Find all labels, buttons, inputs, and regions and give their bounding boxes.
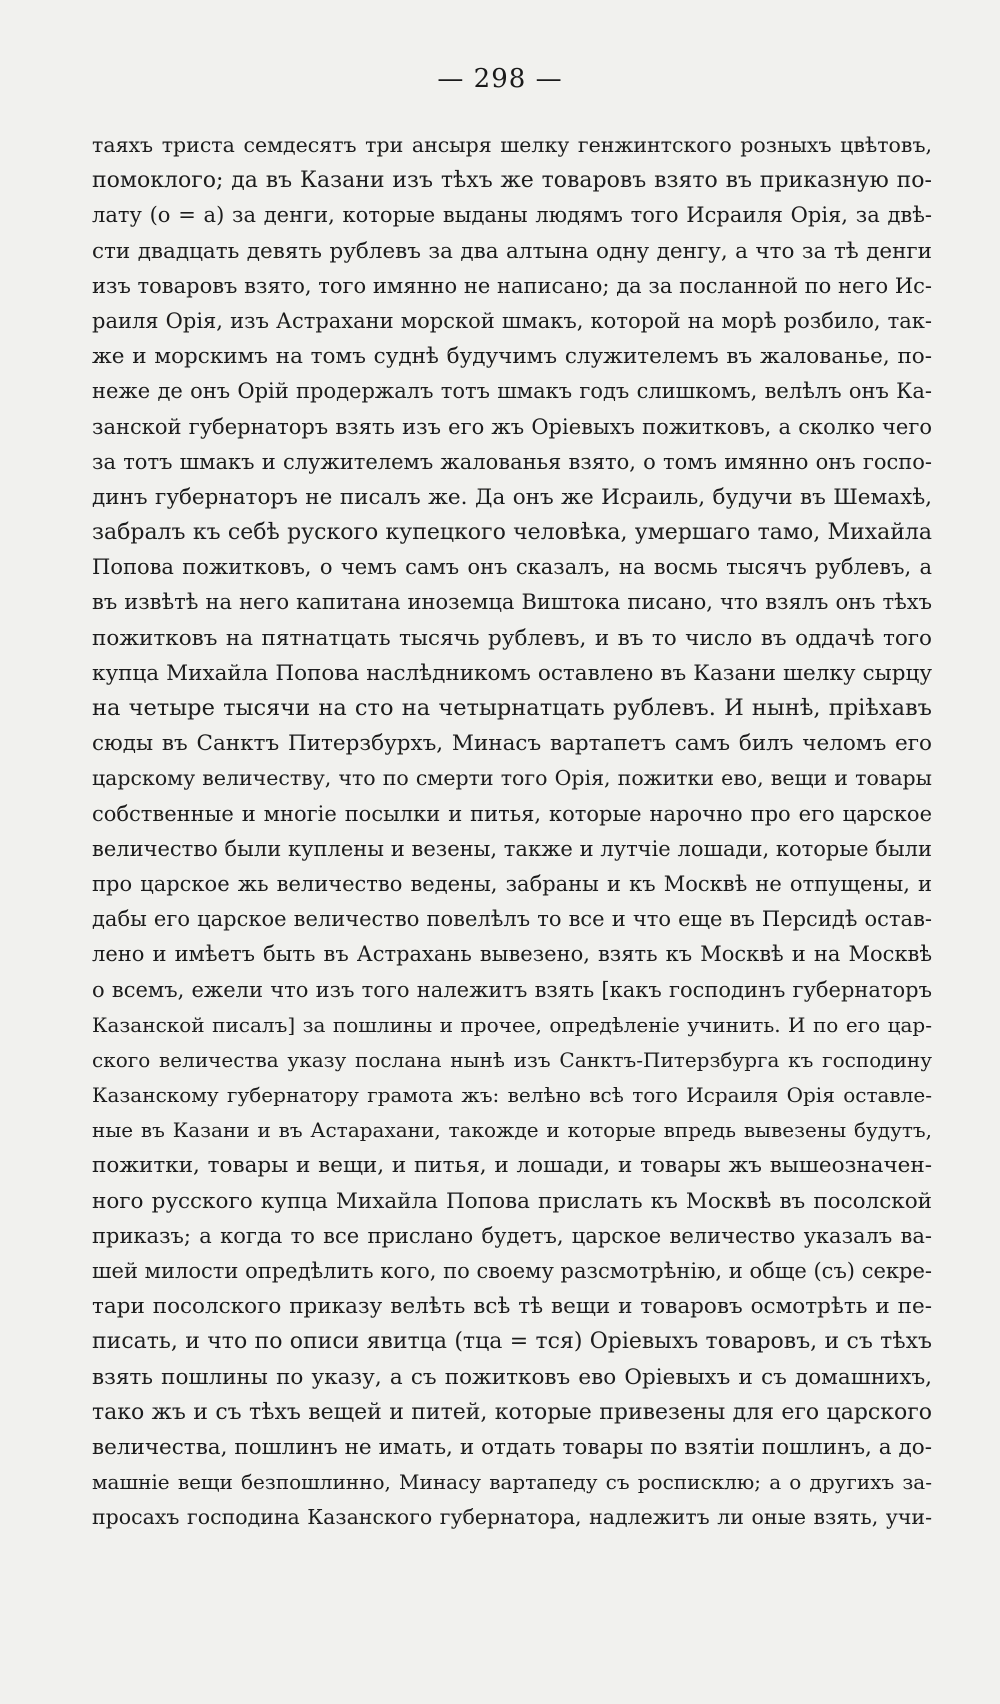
text-line: про царское жь величество ведены, забраны и къ Москвѣ не отпущены, и: [92, 871, 932, 896]
text-line: пожитковъ на пятнатцать тысячь рублевъ, и въ то число въ оддачѣ того: [92, 625, 932, 651]
body-text: [92, 128, 932, 1536]
text-line: царскому величеству, что по смерти того Орія, пожитки ево, вещи и товары: [92, 766, 932, 791]
text-line: пожитки, товары и вещи, и питья, и лошади, и товары жъ вышеозначен-: [92, 1153, 932, 1179]
text-line: неже де онъ Орій продержалъ тотъ шмакъ годъ слишкомъ, велѣлъ онъ Ка-: [92, 379, 932, 404]
text-line: динъ губернаторъ не писалъ же. Да онъ же Исраиль, будучи въ Шемахѣ,: [92, 484, 932, 510]
text-line: тако жъ и съ тѣхъ вещей и питей, которые привезены для его царского: [92, 1399, 932, 1425]
text-line: машніе вещи безпошлинно, Минасу вартапеду съ росписклю; а о другихъ за-: [92, 1470, 932, 1495]
text-line: Попова пожитковъ, о чемъ самъ онъ сказалъ, на восмь тысячъ рублевъ, а: [92, 555, 932, 580]
text-line: за тотъ шмакъ и служителемъ жалованья взято, о томъ имянно онъ госпо-: [92, 449, 932, 474]
page-number: — 298 —: [437, 64, 563, 94]
text-line: въ извѣтѣ на него капитана иноземца Виштока писано, что взялъ онъ тѣхъ: [92, 590, 932, 615]
text-line: на четыре тысячи на сто на четырнатцать рублевъ. И нынѣ, пріѣхавъ: [92, 695, 932, 721]
text-line: раиля Орія, изъ Астрахани морской шмакъ, которой на морѣ розбило, так-: [92, 308, 932, 333]
text-line: тари посолского приказу велѣть всѣ тѣ вещи и товаровъ осмотрѣть и пе-: [92, 1294, 932, 1320]
text-line: сюды въ Санктъ Питерзбурхъ, Минасъ вартапетъ самъ билъ челомъ его: [92, 731, 932, 757]
text-line: занской губернаторъ взять изъ его жъ Оріевыхъ пожитковъ, а сколко чего: [92, 414, 932, 439]
text-line: сти двадцать девять рублевъ за два алтына одну денгу, а что за тѣ денги: [92, 238, 932, 264]
text-line: купца Михайла Попова наслѣдникомъ оставлено въ Казани шелку сырцу: [92, 660, 932, 686]
text-line: просахъ господина Казанского губернатора, надлежитъ ли оные взять, учи-: [92, 1505, 932, 1530]
text-line: ного русского купца Михайла Попова прислать къ Москвѣ въ посолской: [92, 1188, 932, 1214]
text-line: ского величества указу послана нынѣ изъ Санктъ-Питерзбурга къ господину: [92, 1047, 932, 1072]
text-line: приказъ; а когда то все прислано будетъ, царское величество указалъ ва-: [92, 1223, 932, 1248]
text-line: ные въ Казани и въ Астарахани, такожде и которые впредь вывезены будутъ,: [92, 1118, 932, 1143]
text-line: же и морскимъ на томъ суднѣ будучимъ служителемъ въ жалованье, по-: [92, 344, 932, 370]
text-line: таяхъ триста семдесятъ три ансыря шелку генжинтского розныхъ цвѣтовъ,: [92, 133, 932, 157]
text-line: о всемъ, ежели что изъ того належитъ взять [какъ господинъ губернаторъ: [92, 977, 932, 1002]
text-line: забралъ къ себѣ руского купецкого человѣка, умершаго тамо, Михайла: [92, 520, 932, 546]
text-line: лату (о = а) за денги, которые выданы людямъ того Исраиля Орія, за двѣ-: [92, 203, 932, 228]
text-line: помоклого; да въ Казани изъ тѣхъ же товаровъ взято въ приказную по-: [92, 168, 932, 194]
text-line: изъ товаровъ взято, того имянно не написано; да за посланной по него Ис-: [92, 273, 932, 298]
text-line: дабы его царское величество повелѣлъ то все и что еще въ Персидѣ остав-: [92, 907, 932, 932]
text-line: шей милости опредѣлить кого, по своему разсмотрѣнію, и обще (съ) секре-: [92, 1259, 932, 1283]
text-line: писать, и что по описи явитца (тца = тся) Оріевыхъ товаровъ, и съ тѣхъ: [92, 1329, 932, 1355]
text-line: взять пошлины по указу, а съ пожитковъ ево Оріевыхъ и съ домашнихъ,: [92, 1364, 932, 1390]
text-line: величества, пошлинъ не имать, и отдать товары по взятіи пошлинъ, а до-: [92, 1434, 932, 1460]
text-line: Казанскому губернатору грамота жъ: велѣно всѣ того Исраиля Орія оставле-: [92, 1083, 932, 1108]
text-line: величество были куплены и везены, также и лутчіе лошади, которые были: [92, 836, 932, 861]
text-line: собственные и многіе посылки и питья, которые нарочно про его царское: [92, 801, 932, 826]
text-line: лено и имѣетъ быть въ Астрахань вывезено, взять къ Москвѣ и на Москвѣ: [92, 942, 932, 967]
text-line: Казанской писалъ] за пошлины и прочее, опредѣленіе учинить. И по его цар-: [92, 1012, 932, 1037]
